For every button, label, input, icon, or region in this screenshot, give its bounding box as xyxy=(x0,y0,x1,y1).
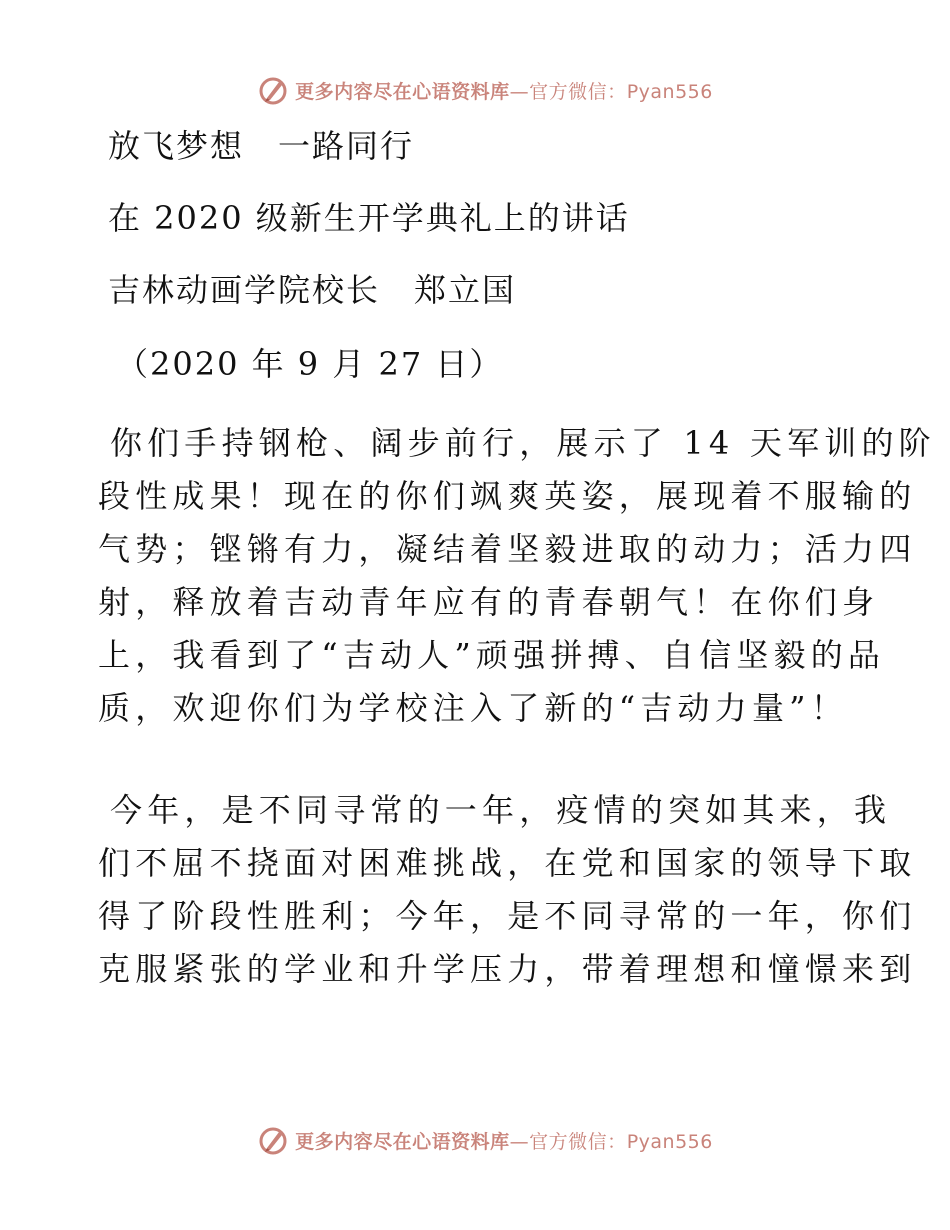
document-date: （2020 年 9 月 27 日） xyxy=(116,345,504,383)
watermark-dash: — xyxy=(509,1130,530,1153)
document-title: 放飞梦想 一路同行 xyxy=(108,127,415,165)
pen-nib-circle-icon xyxy=(257,74,289,106)
footer-watermark-banner xyxy=(0,1120,950,1160)
paragraph-line: 段性成果！现在的你们飒爽英姿，展现着不服输的 xyxy=(98,477,917,515)
paragraph-line: 上，我看到了“吉动人”顽强拼搏、自信坚毅的品 xyxy=(98,636,886,674)
watermark-text xyxy=(295,77,713,104)
document-author: 吉林动画学院校长 郑立国 xyxy=(108,271,517,309)
watermark-wechat-id: Pyan556 xyxy=(626,1130,713,1153)
paragraph-line: 你们手持钢枪、阔步前行，展示了 14 天军训的阶 xyxy=(110,424,936,462)
watermark-official: 官方微信： xyxy=(529,1130,627,1153)
paragraph-line: 得了阶段性胜利；今年，是不同寻常的一年，你们 xyxy=(98,897,917,935)
watermark-text xyxy=(295,1127,713,1154)
watermark-dash: — xyxy=(509,80,530,103)
paragraph-line: 今年，是不同寻常的一年，疫情的突如其来，我 xyxy=(110,791,892,829)
paragraph-line: 射，释放着吉动青年应有的青春朝气！在你们身 xyxy=(98,583,880,621)
header-watermark-banner xyxy=(0,70,950,110)
watermark-brand: 更多内容尽在心语资料库 xyxy=(295,80,510,103)
pen-nib-circle-icon xyxy=(257,1124,289,1156)
paragraph-line: 气势；铿锵有力，凝结着坚毅进取的动力；活力四 xyxy=(98,530,917,568)
watermark-official: 官方微信： xyxy=(529,80,627,103)
paragraph-line: 质，欢迎你们为学校注入了新的“吉动力量”！ xyxy=(98,689,848,727)
paragraph-line: 克服紧张的学业和升学压力，带着理想和憧憬来到 xyxy=(98,950,917,988)
paragraph-1 xyxy=(98,417,936,735)
watermark-wechat-id: Pyan556 xyxy=(626,80,713,103)
paragraph-2 xyxy=(98,784,917,996)
watermark-brand: 更多内容尽在心语资料库 xyxy=(295,1130,510,1153)
document-subtitle: 在 2020 级新生开学典礼上的讲话 xyxy=(108,199,630,237)
paragraph-line: 们不屈不挠面对困难挑战，在党和国家的领导下取 xyxy=(98,844,917,882)
